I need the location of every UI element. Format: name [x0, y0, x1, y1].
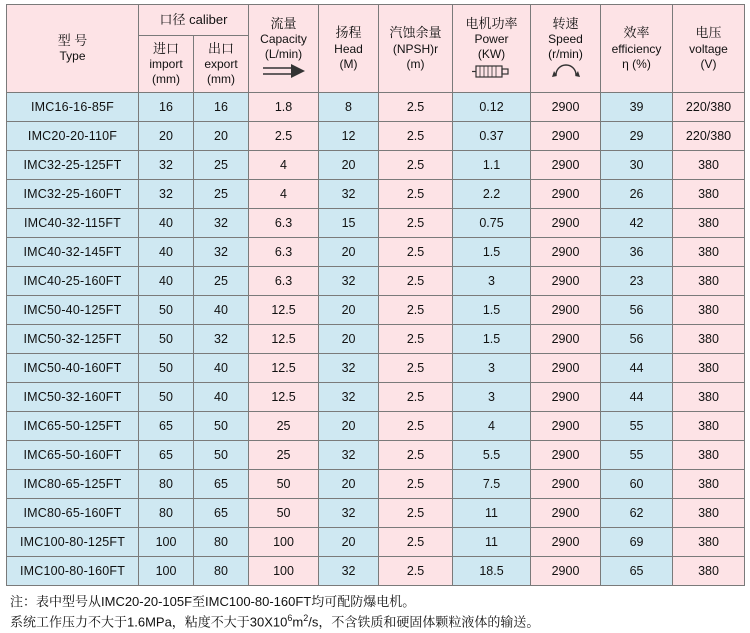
- header-power-en: Power: [474, 32, 509, 47]
- cell-import: 100: [139, 557, 194, 586]
- cell-head: 8: [319, 93, 379, 122]
- cell-export: 40: [194, 296, 249, 325]
- cell-speed: 2900: [531, 93, 601, 122]
- cell-import: 80: [139, 499, 194, 528]
- motor-icon: [453, 64, 530, 80]
- cell-export: 80: [194, 557, 249, 586]
- header-voltage-en: voltage: [689, 41, 728, 56]
- cell-power: 3: [453, 267, 531, 296]
- header-voltage-cn: 电压: [695, 25, 722, 41]
- cell-type: IMC50-40-160FT: [7, 354, 139, 383]
- header-npsh-unit: (m): [406, 56, 425, 71]
- cell-head: 20: [319, 470, 379, 499]
- cell-voltage: 380: [673, 180, 745, 209]
- cell-export: 80: [194, 528, 249, 557]
- cell-head: 15: [319, 209, 379, 238]
- table-header: [7, 5, 745, 93]
- note-line-2-b: m: [292, 614, 304, 630]
- cell-power: 4: [453, 412, 531, 441]
- header-head-unit: (M): [339, 56, 358, 71]
- cell-efficiency: 30: [601, 151, 673, 180]
- cell-voltage: 380: [673, 470, 745, 499]
- cell-power: 0.12: [453, 93, 531, 122]
- rotation-icon: [531, 64, 600, 80]
- cell-type: IMC40-32-115FT: [7, 209, 139, 238]
- cell-efficiency: 55: [601, 412, 673, 441]
- note-line-2-a: 系统工作压力不大于1.6MPa，粘度不大于30X10: [10, 614, 288, 630]
- cell-type: IMC50-32-160FT: [7, 383, 139, 412]
- cell-npsh: 2.5: [379, 354, 453, 383]
- cell-power: 1.5: [453, 238, 531, 267]
- cell-capacity: 4: [249, 151, 319, 180]
- cell-export: 50: [194, 412, 249, 441]
- cell-power: 18.5: [453, 557, 531, 586]
- header-efficiency-en: efficiency: [611, 41, 662, 56]
- cell-capacity: 100: [249, 528, 319, 557]
- cell-export: 32: [194, 209, 249, 238]
- cell-type: IMC32-25-160FT: [7, 180, 139, 209]
- header-export-unit: (mm): [207, 72, 235, 87]
- cell-export: 25: [194, 151, 249, 180]
- header-power-cn: 电机功率: [465, 15, 518, 31]
- cell-import: 32: [139, 151, 194, 180]
- header-capacity-en: Capacity: [260, 32, 307, 47]
- cell-voltage: 380: [673, 354, 745, 383]
- note-exp-1: 6: [287, 613, 293, 624]
- cell-import: 40: [139, 238, 194, 267]
- cell-import: 80: [139, 470, 194, 499]
- cell-npsh: 2.5: [379, 209, 453, 238]
- cell-voltage: 380: [673, 267, 745, 296]
- header-row-top: [7, 5, 745, 36]
- cell-speed: 2900: [531, 383, 601, 412]
- header-efficiency: [601, 5, 673, 93]
- cell-npsh: 2.5: [379, 325, 453, 354]
- cell-head: 32: [319, 383, 379, 412]
- cell-npsh: 2.5: [379, 180, 453, 209]
- cell-npsh: 2.5: [379, 296, 453, 325]
- header-caliber-import: [139, 36, 194, 93]
- cell-efficiency: 56: [601, 296, 673, 325]
- cell-power: 7.5: [453, 470, 531, 499]
- cell-export: 20: [194, 122, 249, 151]
- cell-import: 65: [139, 412, 194, 441]
- cell-efficiency: 26: [601, 180, 673, 209]
- header-head-cn: 扬程: [335, 25, 362, 41]
- cell-efficiency: 55: [601, 441, 673, 470]
- header-speed: [531, 5, 601, 93]
- note-exp-2: 2: [303, 613, 309, 624]
- cell-power: 5.5: [453, 441, 531, 470]
- cell-npsh: 2.5: [379, 557, 453, 586]
- cell-voltage: 380: [673, 528, 745, 557]
- cell-efficiency: 65: [601, 557, 673, 586]
- cell-power: 1.5: [453, 325, 531, 354]
- cell-voltage: 220/380: [673, 93, 745, 122]
- table-row: [7, 238, 745, 267]
- cell-capacity: 100: [249, 557, 319, 586]
- header-type: [7, 5, 139, 93]
- cell-head: 32: [319, 180, 379, 209]
- cell-import: 50: [139, 354, 194, 383]
- header-caliber-export: [194, 36, 249, 93]
- cell-power: 2.2: [453, 180, 531, 209]
- cell-capacity: 6.3: [249, 238, 319, 267]
- cell-type: IMC80-65-125FT: [7, 470, 139, 499]
- cell-speed: 2900: [531, 209, 601, 238]
- cell-capacity: 12.5: [249, 383, 319, 412]
- cell-speed: 2900: [531, 499, 601, 528]
- cell-import: 100: [139, 528, 194, 557]
- table-row: [7, 325, 745, 354]
- cell-export: 25: [194, 180, 249, 209]
- table-row: [7, 441, 745, 470]
- note-line-2-c: /s，不含铁质和硬固体颗粒液体的输送。: [308, 614, 540, 630]
- cell-speed: 2900: [531, 122, 601, 151]
- header-efficiency-cn: 效率: [623, 25, 650, 41]
- cell-npsh: 2.5: [379, 499, 453, 528]
- header-npsh-cn: 汽蚀余量: [389, 25, 442, 41]
- cell-head: 32: [319, 441, 379, 470]
- cell-export: 16: [194, 93, 249, 122]
- header-speed-cn: 转速: [552, 15, 579, 31]
- cell-efficiency: 44: [601, 354, 673, 383]
- cell-power: 11: [453, 499, 531, 528]
- cell-capacity: 4: [249, 180, 319, 209]
- header-npsh-en: (NPSH)r: [392, 41, 439, 56]
- cell-speed: 2900: [531, 441, 601, 470]
- cell-type: IMC100-80-125FT: [7, 528, 139, 557]
- cell-voltage: 380: [673, 325, 745, 354]
- cell-capacity: 2.5: [249, 122, 319, 151]
- table-row: [7, 209, 745, 238]
- cell-import: 65: [139, 441, 194, 470]
- cell-head: 20: [319, 528, 379, 557]
- flow-icon: [249, 64, 318, 80]
- header-power: [453, 5, 531, 93]
- header-import-cn: 进口: [152, 40, 179, 56]
- cell-power: 3: [453, 354, 531, 383]
- cell-speed: 2900: [531, 151, 601, 180]
- cell-power: 3: [453, 383, 531, 412]
- cell-speed: 2900: [531, 412, 601, 441]
- cell-voltage: 380: [673, 557, 745, 586]
- cell-speed: 2900: [531, 354, 601, 383]
- table-row: [7, 151, 745, 180]
- cell-power: 0.75: [453, 209, 531, 238]
- table-row: [7, 267, 745, 296]
- header-export-cn: 出口: [208, 40, 235, 56]
- cell-type: IMC65-50-160FT: [7, 441, 139, 470]
- cell-export: 65: [194, 499, 249, 528]
- cell-export: 32: [194, 325, 249, 354]
- cell-type: IMC65-50-125FT: [7, 412, 139, 441]
- cell-export: 50: [194, 441, 249, 470]
- header-speed-en: Speed: [548, 32, 583, 47]
- cell-speed: 2900: [531, 238, 601, 267]
- cell-type: IMC80-65-160FT: [7, 499, 139, 528]
- cell-import: 50: [139, 383, 194, 412]
- note-line-1: 注：表中型号从IMC20-20-105F至IMC100-80-160FT均可配防爆电机。: [10, 594, 416, 609]
- cell-speed: 2900: [531, 470, 601, 499]
- cell-capacity: 25: [249, 412, 319, 441]
- note-line-2: [10, 612, 744, 632]
- cell-capacity: 25: [249, 441, 319, 470]
- header-capacity-cn: 流量: [270, 15, 297, 31]
- cell-npsh: 2.5: [379, 412, 453, 441]
- cell-head: 32: [319, 354, 379, 383]
- cell-capacity: 12.5: [249, 296, 319, 325]
- cell-voltage: 380: [673, 238, 745, 267]
- cell-type: IMC50-40-125FT: [7, 296, 139, 325]
- table-row: [7, 499, 745, 528]
- cell-npsh: 2.5: [379, 470, 453, 499]
- header-import-unit: (mm): [152, 72, 180, 87]
- cell-type: IMC20-20-110F: [7, 122, 139, 151]
- cell-head: 32: [319, 557, 379, 586]
- cell-export: 25: [194, 267, 249, 296]
- cell-efficiency: 56: [601, 325, 673, 354]
- cell-type: IMC40-32-145FT: [7, 238, 139, 267]
- cell-power: 11: [453, 528, 531, 557]
- header-export-en: export: [204, 57, 238, 72]
- header-type-cn: 型 号: [57, 32, 88, 48]
- cell-speed: 2900: [531, 267, 601, 296]
- table-row: [7, 528, 745, 557]
- cell-capacity: 6.3: [249, 267, 319, 296]
- cell-voltage: 220/380: [673, 122, 745, 151]
- cell-type: IMC100-80-160FT: [7, 557, 139, 586]
- cell-capacity: 12.5: [249, 354, 319, 383]
- cell-speed: 2900: [531, 557, 601, 586]
- cell-npsh: 2.5: [379, 93, 453, 122]
- cell-speed: 2900: [531, 296, 601, 325]
- cell-capacity: 6.3: [249, 209, 319, 238]
- cell-capacity: 50: [249, 499, 319, 528]
- cell-type: IMC50-32-125FT: [7, 325, 139, 354]
- table-row: [7, 296, 745, 325]
- cell-voltage: 380: [673, 296, 745, 325]
- cell-voltage: 380: [673, 499, 745, 528]
- cell-speed: 2900: [531, 180, 601, 209]
- cell-power: 1.1: [453, 151, 531, 180]
- header-type-en: Type: [59, 49, 86, 64]
- header-caliber: 口径 caliber: [139, 5, 249, 36]
- cell-export: 65: [194, 470, 249, 499]
- cell-efficiency: 42: [601, 209, 673, 238]
- cell-npsh: 2.5: [379, 267, 453, 296]
- header-head: [319, 5, 379, 93]
- cell-export: 40: [194, 383, 249, 412]
- table-row: [7, 412, 745, 441]
- cell-export: 40: [194, 354, 249, 383]
- cell-efficiency: 62: [601, 499, 673, 528]
- table-row: [7, 470, 745, 499]
- header-capacity-unit: (L/min): [264, 47, 303, 62]
- header-npsh: [379, 5, 453, 93]
- cell-speed: 2900: [531, 528, 601, 557]
- header-power-unit: (KW): [477, 47, 506, 62]
- cell-import: 32: [139, 180, 194, 209]
- header-efficiency-unit: η (%): [622, 56, 651, 71]
- cell-import: 40: [139, 209, 194, 238]
- table-row: [7, 93, 745, 122]
- cell-import: 40: [139, 267, 194, 296]
- pump-spec-table: [6, 4, 745, 586]
- notes-block: [6, 592, 744, 633]
- cell-import: 50: [139, 296, 194, 325]
- cell-npsh: 2.5: [379, 151, 453, 180]
- header-voltage: [673, 5, 745, 93]
- cell-speed: 2900: [531, 325, 601, 354]
- cell-voltage: 380: [673, 151, 745, 180]
- cell-capacity: 1.8: [249, 93, 319, 122]
- cell-import: 20: [139, 122, 194, 151]
- cell-power: 0.37: [453, 122, 531, 151]
- cell-head: 20: [319, 325, 379, 354]
- cell-capacity: 50: [249, 470, 319, 499]
- cell-head: 32: [319, 499, 379, 528]
- header-import-en: import: [149, 57, 183, 72]
- cell-head: 20: [319, 296, 379, 325]
- cell-capacity: 12.5: [249, 325, 319, 354]
- table-row: [7, 383, 745, 412]
- cell-voltage: 380: [673, 441, 745, 470]
- cell-efficiency: 60: [601, 470, 673, 499]
- cell-efficiency: 23: [601, 267, 673, 296]
- header-head-en: Head: [334, 41, 363, 56]
- cell-voltage: 380: [673, 209, 745, 238]
- header-voltage-unit: (V): [700, 56, 717, 71]
- cell-head: 32: [319, 267, 379, 296]
- cell-type: IMC40-25-160FT: [7, 267, 139, 296]
- cell-voltage: 380: [673, 383, 745, 412]
- table-body: [7, 93, 745, 586]
- cell-voltage: 380: [673, 412, 745, 441]
- cell-npsh: 2.5: [379, 238, 453, 267]
- cell-efficiency: 29: [601, 122, 673, 151]
- cell-type: IMC32-25-125FT: [7, 151, 139, 180]
- cell-efficiency: 39: [601, 93, 673, 122]
- cell-efficiency: 44: [601, 383, 673, 412]
- cell-npsh: 2.5: [379, 122, 453, 151]
- cell-npsh: 2.5: [379, 383, 453, 412]
- table-row: [7, 122, 745, 151]
- cell-npsh: 2.5: [379, 441, 453, 470]
- table-row: [7, 557, 745, 586]
- cell-head: 20: [319, 151, 379, 180]
- cell-import: 50: [139, 325, 194, 354]
- cell-efficiency: 69: [601, 528, 673, 557]
- header-speed-unit: (r/min): [548, 47, 583, 62]
- cell-head: 20: [319, 238, 379, 267]
- cell-import: 16: [139, 93, 194, 122]
- cell-type: IMC16-16-85F: [7, 93, 139, 122]
- cell-head: 20: [319, 412, 379, 441]
- cell-power: 1.5: [453, 296, 531, 325]
- cell-head: 12: [319, 122, 379, 151]
- table-row: [7, 354, 745, 383]
- table-row: [7, 180, 745, 209]
- header-capacity: [249, 5, 319, 93]
- cell-npsh: 2.5: [379, 528, 453, 557]
- cell-efficiency: 36: [601, 238, 673, 267]
- cell-export: 32: [194, 238, 249, 267]
